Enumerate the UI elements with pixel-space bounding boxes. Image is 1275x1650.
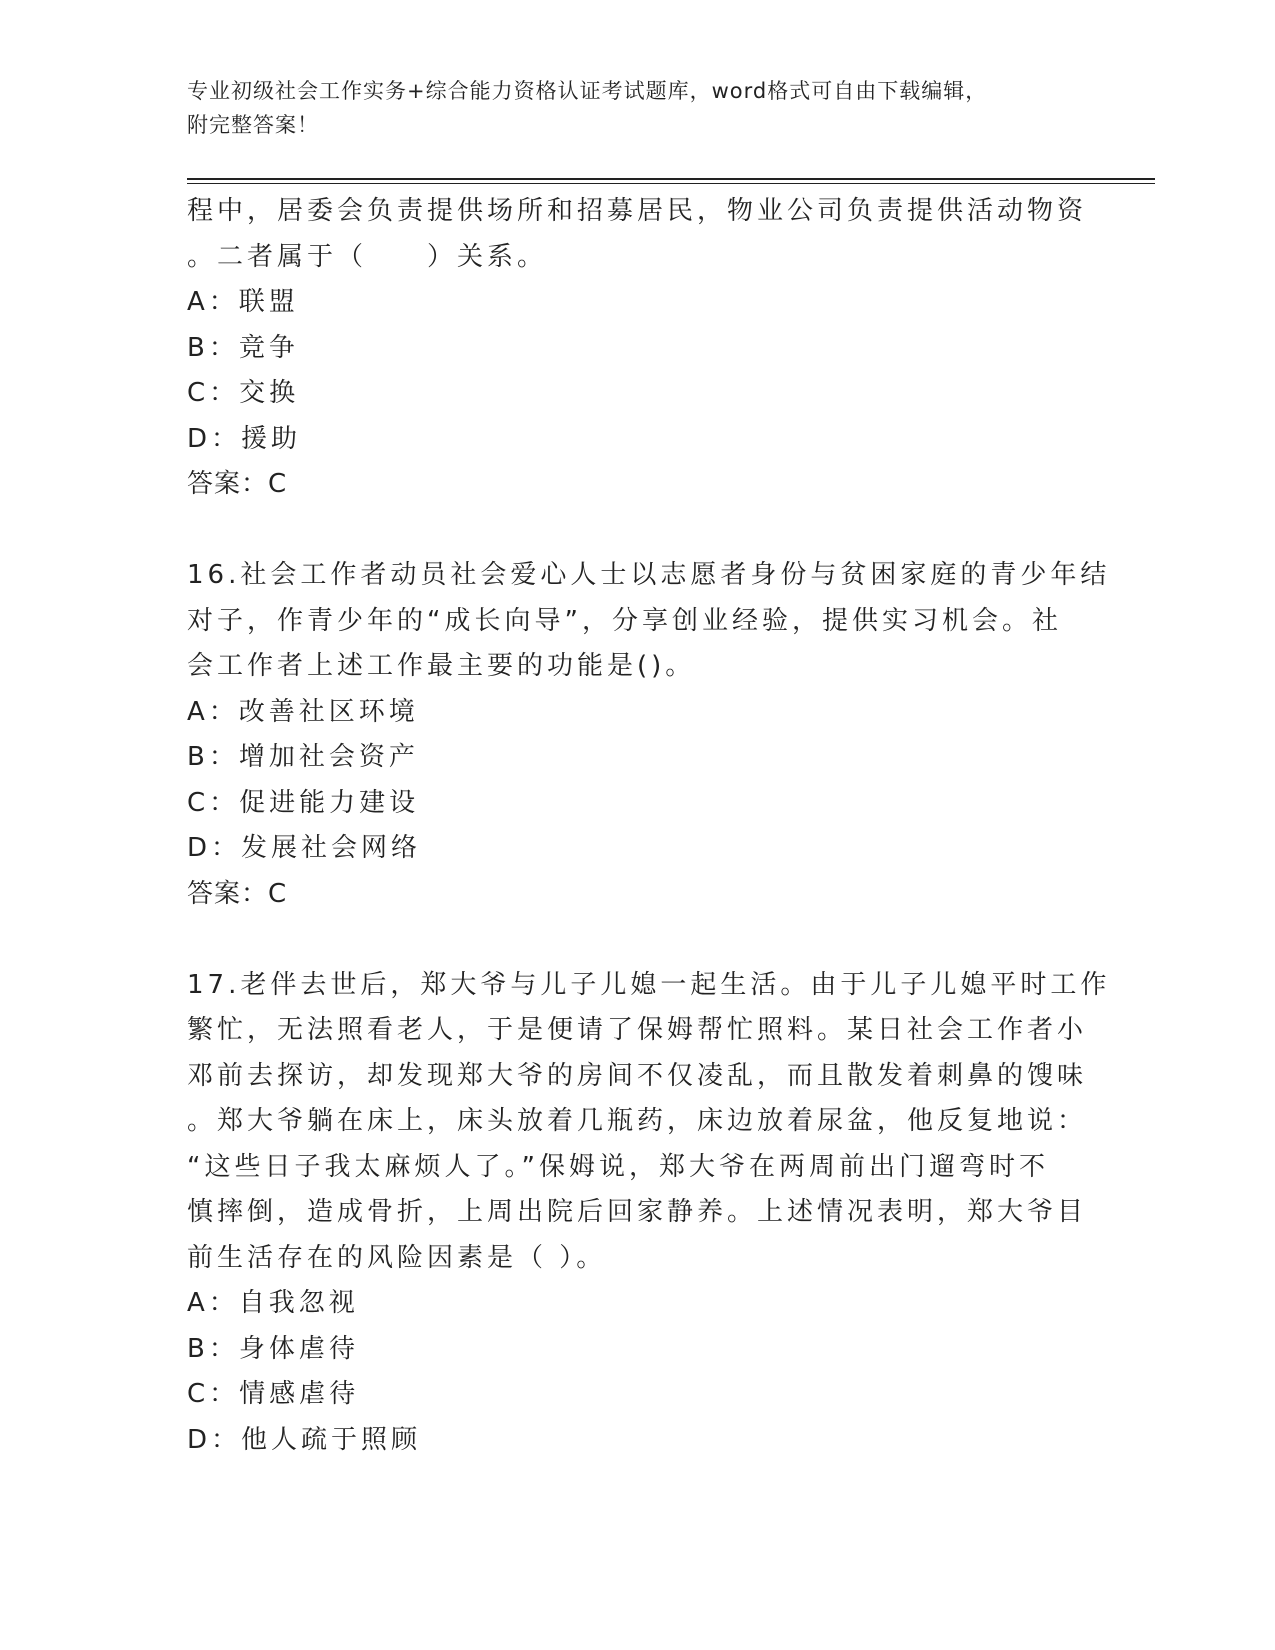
question-text-line: 会工作者上述工作最主要的功能是()。 [187,651,696,681]
answer-line: 答案：C [187,878,288,909]
option-c: C：情感虐待 [187,1379,360,1409]
question-text-line: 程中，居委会负责提供场所和招募居民，物业公司负责提供活动物资 [187,196,1088,226]
question-text-line: 16.社会工作者动员社会爱心人士以志愿者身份与贫困家庭的青少年结 [187,560,1111,590]
question-text-line: 繁忙，无法照看老人，于是便请了保姆帮忙照料。某日社会工作者小 [187,1015,1088,1045]
question-text-line: “这些日子我太麻烦人了。”保姆说，郑大爷在两周前出门遛弯时不 [187,1151,1049,1182]
header-rule-thick [187,178,1155,180]
question-15 [187,189,1087,508]
question-text-line: 。郑大爷躺在床上，床头放着几瓶药，床边放着尿盆，他反复地说： [187,1106,1088,1136]
option-b: B：增加社会资产 [187,742,419,772]
question-16 [187,553,1111,917]
header-rule-thin [187,183,1155,184]
option-d: D：他人疏于照顾 [187,1424,422,1455]
option-b: B：身体虐待 [187,1333,359,1364]
question-text-line: 邓前去探访，却发现郑大爷的房间不仅凌乱，而且散发着刺鼻的馊味 [187,1060,1088,1091]
header-line-1: 专业初级社会工作实务+综合能力资格认证考试题库，word格式可自由下载编辑， [187,79,988,103]
spacer [187,917,1087,963]
document-header [187,74,1087,142]
option-b: B：竞争 [187,332,299,363]
spacer [187,508,1087,554]
option-d: D：援助 [187,423,302,454]
option-a: A：改善社区环境 [187,696,419,727]
option-d: D：发展社会网络 [187,833,422,863]
option-c: C：交换 [187,378,300,408]
option-a: A：联盟 [187,287,299,317]
option-c: C：促进能力建设 [187,787,420,818]
question-text-line: 。二者属于（ ）关系。 [187,241,548,272]
question-text-line: 前生活存在的风险因素是（ ）。 [187,1242,607,1273]
question-17 [187,963,1111,1464]
option-a: A：自我忽视 [187,1288,359,1318]
answer-line: 答案：C [187,469,288,499]
question-text-line: 17.老伴去世后，郑大爷与儿子儿媳一起生活。由于儿子儿媳平时工作 [187,969,1111,1000]
question-text-line: 对子，作青少年的“成长向导”，分享创业经验，提供实习机会。社 [187,605,1062,636]
header-line-2: 附完整答案！ [187,113,319,137]
document-body [187,189,1111,1463]
question-text-line: 慎摔倒，造成骨折，上周出院后回家静养。上述情况表明，郑大爷目 [187,1197,1088,1227]
